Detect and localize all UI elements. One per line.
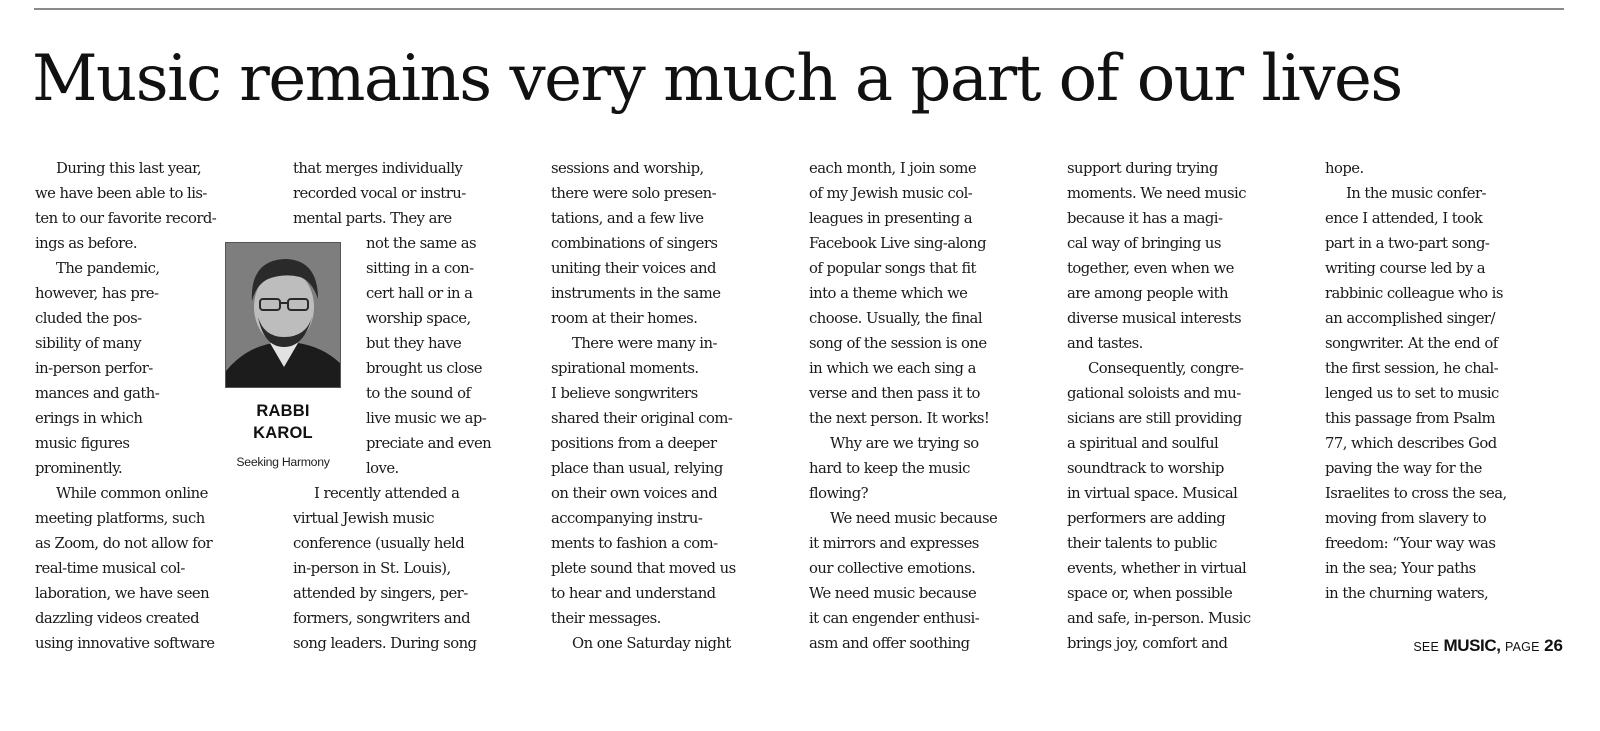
text-line: laboration, we have seen	[35, 585, 210, 602]
text-line: each month, I join some	[809, 160, 977, 177]
text-line: our collective emotions.	[809, 560, 976, 577]
text-line: ings as before.	[35, 235, 138, 252]
text-line: the next person. It works!	[809, 410, 990, 427]
text-line: There were many in-	[572, 335, 717, 352]
text-line: In the music confer-	[1346, 185, 1486, 202]
text-line: the first session, he chal-	[1325, 360, 1499, 377]
text-line: prominently.	[35, 460, 123, 477]
text-line: we have been able to lis-	[35, 185, 207, 202]
text-line: rabbinic colleague who is	[1325, 285, 1503, 302]
text-line: 77, which describes God	[1325, 435, 1497, 452]
text-line: to hear and understand	[551, 585, 716, 602]
text-line: there were solo presen-	[551, 185, 717, 202]
text-line: are among people with	[1067, 285, 1228, 302]
text-line: it can engender enthusi-	[809, 610, 980, 627]
column-name: Seeking Harmony	[236, 455, 330, 469]
text-line: and safe, in-person. Music	[1067, 610, 1251, 627]
text-line: ence I attended, I took	[1325, 210, 1483, 227]
text-line: While common online	[56, 485, 208, 502]
text-line: brings joy, comfort and	[1067, 635, 1228, 652]
text-line: meeting platforms, such	[35, 510, 205, 527]
text-line: their messages.	[551, 610, 661, 627]
text-line: sessions and worship,	[551, 160, 704, 177]
author-portrait-icon	[225, 242, 341, 388]
text-line: freedom: “Your way was	[1325, 535, 1496, 552]
text-line: an accomplished singer/	[1325, 310, 1495, 327]
text-line: leagues in presenting a	[809, 210, 973, 227]
text-line: however, has pre-	[35, 285, 159, 302]
text-line: mances and gath-	[35, 385, 160, 402]
author-name-line-2: KAROL	[253, 424, 313, 442]
text-line: space or, when possible	[1067, 585, 1233, 602]
text-line: using innovative software	[35, 635, 215, 652]
text-line: The pandemic,	[56, 260, 160, 277]
text-line: ments to fashion a com-	[551, 535, 718, 552]
text-line: diverse musical interests	[1067, 310, 1242, 327]
text-line: attended by singers, per-	[293, 585, 468, 602]
column-4	[809, 156, 1049, 656]
top-rule	[34, 8, 1564, 10]
text-line: erings in which	[35, 410, 143, 427]
text-line: dazzling videos created	[35, 610, 200, 627]
author-name	[223, 400, 343, 444]
text-line: not the same as	[366, 235, 477, 252]
text-line: accompanying instru-	[551, 510, 703, 527]
text-line: of popular songs that fit	[809, 260, 976, 277]
text-line: into a theme which we	[809, 285, 968, 302]
jump-slug: MUSIC,	[1443, 636, 1501, 655]
text-line: I recently attended a	[314, 485, 460, 502]
headline: Music remains very much a part of our lives	[32, 42, 1402, 116]
column-5	[1067, 156, 1307, 656]
text-line: brought us close	[366, 360, 482, 377]
text-line: soundtrack to worship	[1067, 460, 1224, 477]
text-line: a spiritual and soulful	[1067, 435, 1219, 452]
text-line: love.	[366, 460, 399, 477]
text-line: to the sound of	[366, 385, 471, 402]
text-line: hope.	[1325, 160, 1364, 177]
text-line: moving from slavery to	[1325, 510, 1487, 527]
jump-page-word: PAGE	[1505, 640, 1540, 654]
text-line: preciate and even	[366, 435, 492, 452]
text-line: combinations of singers	[551, 235, 718, 252]
jump-page-number: 26	[1544, 636, 1563, 655]
text-line: place than usual, relying	[551, 460, 723, 477]
column-6	[1325, 156, 1565, 606]
author-name-line-1: RABBI	[256, 402, 310, 420]
text-line: in-person perfor-	[35, 360, 153, 377]
jump-see: SEE	[1413, 640, 1439, 654]
text-line: room at their homes.	[551, 310, 698, 327]
text-line: of my Jewish music col-	[809, 185, 973, 202]
text-line: real-time musical col-	[35, 560, 185, 577]
column-3	[551, 156, 791, 656]
text-line: We need music because	[830, 510, 998, 527]
text-line: this passage from Psalm	[1325, 410, 1496, 427]
text-line: spirational moments.	[551, 360, 699, 377]
text-line: music figures	[35, 435, 130, 452]
text-line: ten to our favorite record-	[35, 210, 217, 227]
text-line: asm and offer soothing	[809, 635, 970, 652]
text-line: events, whether in virtual	[1067, 560, 1247, 577]
text-line: in the churning waters,	[1325, 585, 1489, 602]
text-line: but they have	[366, 335, 462, 352]
text-line: cluded the pos-	[35, 310, 142, 327]
text-line: virtual Jewish music	[293, 510, 434, 527]
text-line: sibility of many	[35, 335, 142, 352]
text-line: Israelites to cross the sea,	[1325, 485, 1507, 502]
text-line: On one Saturday night	[572, 635, 731, 652]
jump-line[interactable]	[1365, 636, 1563, 656]
text-line: cal way of bringing us	[1067, 235, 1221, 252]
text-line: sitting in a con-	[366, 260, 474, 277]
text-line: verse and then pass it to	[809, 385, 980, 402]
text-line: performers are adding	[1067, 510, 1226, 527]
text-line: support during trying	[1067, 160, 1218, 177]
text-line: song of the session is one	[809, 335, 987, 352]
text-line: mental parts. They are	[293, 210, 452, 227]
text-line: positions from a deeper	[551, 435, 717, 452]
text-line: Consequently, congre-	[1088, 360, 1244, 377]
text-line: choose. Usually, the final	[809, 310, 983, 327]
text-line: their talents to public	[1067, 535, 1217, 552]
text-line: paving the way for the	[1325, 460, 1482, 477]
text-line: uniting their voices and	[551, 260, 716, 277]
text-line: lenged us to set to music	[1325, 385, 1499, 402]
text-line: We need music because	[809, 585, 977, 602]
text-line: During this last year,	[56, 160, 202, 177]
text-line: formers, songwriters and	[293, 610, 470, 627]
text-line: it mirrors and expresses	[809, 535, 979, 552]
text-line: worship space,	[366, 310, 471, 327]
text-line: flowing?	[809, 485, 869, 502]
text-line: as Zoom, do not allow for	[35, 535, 213, 552]
text-line: cert hall or in a	[366, 285, 473, 302]
text-line: song leaders. During song	[293, 635, 477, 652]
text-line: part in a two-part song-	[1325, 235, 1490, 252]
text-line: moments. We need music	[1067, 185, 1246, 202]
text-line: conference (usually held	[293, 535, 465, 552]
text-line: writing course led by a	[1325, 260, 1486, 277]
text-line: that merges individually	[293, 160, 463, 177]
text-line: plete sound that moved us	[551, 560, 736, 577]
text-line: hard to keep the music	[809, 460, 970, 477]
text-line: I believe songwriters	[551, 385, 698, 402]
text-line: in-person in St. Louis),	[293, 560, 451, 577]
text-line: and tastes.	[1067, 335, 1143, 352]
text-line: recorded vocal or instru-	[293, 185, 466, 202]
text-line: instruments in the same	[551, 285, 721, 302]
text-line: songwriter. At the end of	[1325, 335, 1498, 352]
text-line: Facebook Live sing-along	[809, 235, 987, 252]
text-line: tations, and a few live	[551, 210, 704, 227]
text-line: in virtual space. Musical	[1067, 485, 1238, 502]
text-line: together, even when we	[1067, 260, 1234, 277]
text-line: Why are we trying so	[830, 435, 979, 452]
text-line: sicians are still providing	[1067, 410, 1242, 427]
text-line: on their own voices and	[551, 485, 718, 502]
text-line: in which we each sing a	[809, 360, 976, 377]
text-line: shared their original com-	[551, 410, 733, 427]
portrait-svg	[226, 243, 341, 388]
text-line: live music we ap-	[366, 410, 487, 427]
text-line: because it has a magi-	[1067, 210, 1223, 227]
text-line: gational soloists and mu-	[1067, 385, 1241, 402]
text-line: in the sea; Your paths	[1325, 560, 1476, 577]
